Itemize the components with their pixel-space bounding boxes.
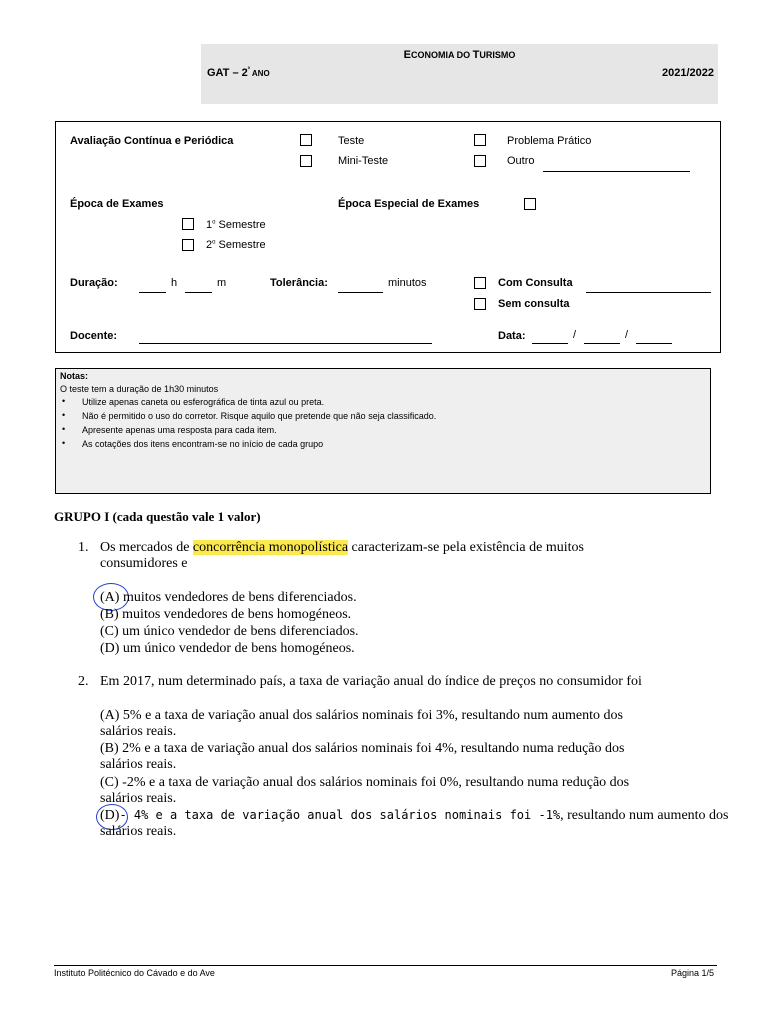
sem-consulta-label: Sem consulta <box>498 298 570 310</box>
school-year: 2021/2022 <box>662 67 714 79</box>
com-consulta-line[interactable] <box>586 292 711 293</box>
note-item: Não é permitido o uso do corretor. Risque aquilo que pretende que não seja classificado. <box>82 411 437 421</box>
q2-option-c-cont: salários reais. <box>100 791 177 806</box>
epoca-especial-label: Época Especial de Exames <box>338 198 480 210</box>
duracao-label: Duração: <box>70 277 118 289</box>
outro-label: Outro <box>507 155 535 167</box>
date-month-line[interactable] <box>584 343 620 344</box>
epoca-exames-label: Época de Exames <box>70 198 164 210</box>
bullet-icon: • <box>62 410 66 420</box>
q1-option-a[interactable]: (A) muitos vendedores de bens diferenciados. <box>100 590 357 605</box>
docente-label: Docente: <box>70 330 118 342</box>
footer-page: Página 1/5 <box>670 968 714 978</box>
q2-option-a[interactable]: (A) 5% e a taxa de variação anual dos salários nominais foi 3%, resultando num aumento dos <box>100 708 623 723</box>
q2-option-d-cont: salários reais. <box>100 824 177 839</box>
com-consulta-label: Com Consulta <box>498 277 573 289</box>
continua-label: Avaliação Contínua e Periódica <box>70 135 234 147</box>
outro-checkbox[interactable] <box>474 155 486 167</box>
problema-label: Problema Prático <box>507 135 592 147</box>
class-label: GAT – $2^º$ ANO <box>207 67 270 79</box>
docente-line[interactable] <box>139 343 432 344</box>
epoca-especial-checkbox[interactable] <box>524 198 536 210</box>
date-day-line[interactable] <box>532 343 568 344</box>
q1-option-c[interactable]: (C) um único vendedor de bens diferenciados. <box>100 624 359 639</box>
tolerancia-label: Tolerância: <box>270 277 328 289</box>
tolerancia-unit: minutos <box>388 277 427 289</box>
note-item: As cotações dos itens encontram-se no início de cada grupo <box>82 439 324 449</box>
q1-highlight: concorrência monopolística <box>192 540 349 555</box>
outro-line[interactable] <box>543 171 690 172</box>
date-slash-2: / <box>625 329 629 341</box>
notes-title: Notas: <box>60 371 89 381</box>
course-title: ECONOMIA DO TURISMO <box>403 49 516 61</box>
com-consulta-checkbox[interactable] <box>474 277 486 289</box>
note-item: Utilize apenas caneta ou esferográfica de tinta azul ou preta. <box>82 397 325 407</box>
sem2-label: 2$^o$ Semestre <box>206 239 266 251</box>
q2-text: Em 2017, num determinado país, a taxa de variação anual do índice de preços no consumidor foi <box>100 674 642 689</box>
notes-intro: O teste tem a duração de 1h30 minutos <box>60 384 219 394</box>
q1-option-b[interactable]: (B) muitos vendedores de bens homogéneos. <box>100 607 352 622</box>
duracao-minutes-line[interactable] <box>185 292 212 293</box>
mini-teste-label: Mini-Teste <box>338 155 389 167</box>
bullet-icon: • <box>62 396 66 406</box>
bullet-icon: • <box>62 438 66 448</box>
note-item: Apresente apenas uma resposta para cada item. <box>82 425 277 435</box>
data-label: Data: <box>498 330 526 342</box>
q2-option-b-cont: salários reais. <box>100 757 177 772</box>
handwritten-text: - 4% e a taxa de variação anual dos salários nominais foi -1% <box>119 808 561 822</box>
problema-checkbox[interactable] <box>474 134 486 146</box>
teste-label: Teste <box>338 135 365 147</box>
q2-option-b[interactable]: (B) 2% e a taxa de variação anual dos salários nominais foi 4%, resultando numa redução dos <box>100 741 625 756</box>
date-slash-1: / <box>573 329 577 341</box>
q1-text-cont: consumidores e <box>100 556 188 571</box>
duracao-hours-line[interactable] <box>139 292 166 293</box>
footer-divider <box>54 965 717 966</box>
q1-text: Os mercados de concorrência monopolística caracterizam-se pela existência de muitos <box>100 540 584 555</box>
q1-option-d[interactable]: (D) um único vendedor de bens homogéneos. <box>100 641 355 656</box>
mini-teste-checkbox[interactable] <box>300 155 312 167</box>
tolerancia-line[interactable] <box>338 292 383 293</box>
group-title: GRUPO I (cada questão vale 1 valor) <box>54 509 261 524</box>
footer-institution: Instituto Politécnico do Cávado e do Ave <box>54 968 215 978</box>
q2-option-d[interactable]: (D)- 4% e a taxa de variação anual dos salários nominais foi -1%, resultando num aumento dos <box>100 808 729 823</box>
q1-number: 1. <box>78 540 89 555</box>
sem2-checkbox[interactable] <box>182 239 194 251</box>
hours-unit: h <box>171 277 178 289</box>
q2-option-a-cont: salários reais. <box>100 724 177 739</box>
teste-checkbox[interactable] <box>300 134 312 146</box>
sem1-checkbox[interactable] <box>182 218 194 230</box>
bullet-icon: • <box>62 424 66 434</box>
date-year-line[interactable] <box>636 343 672 344</box>
sem1-label: 1$^o$ Semestre <box>206 219 266 231</box>
q2-number: 2. <box>78 674 89 689</box>
sem-consulta-checkbox[interactable] <box>474 298 486 310</box>
minutes-unit: m <box>217 277 227 289</box>
q2-option-c[interactable]: (C) -2% e a taxa de variação anual dos salários nominais foi 0%, resultando numa redução dos <box>100 775 630 790</box>
